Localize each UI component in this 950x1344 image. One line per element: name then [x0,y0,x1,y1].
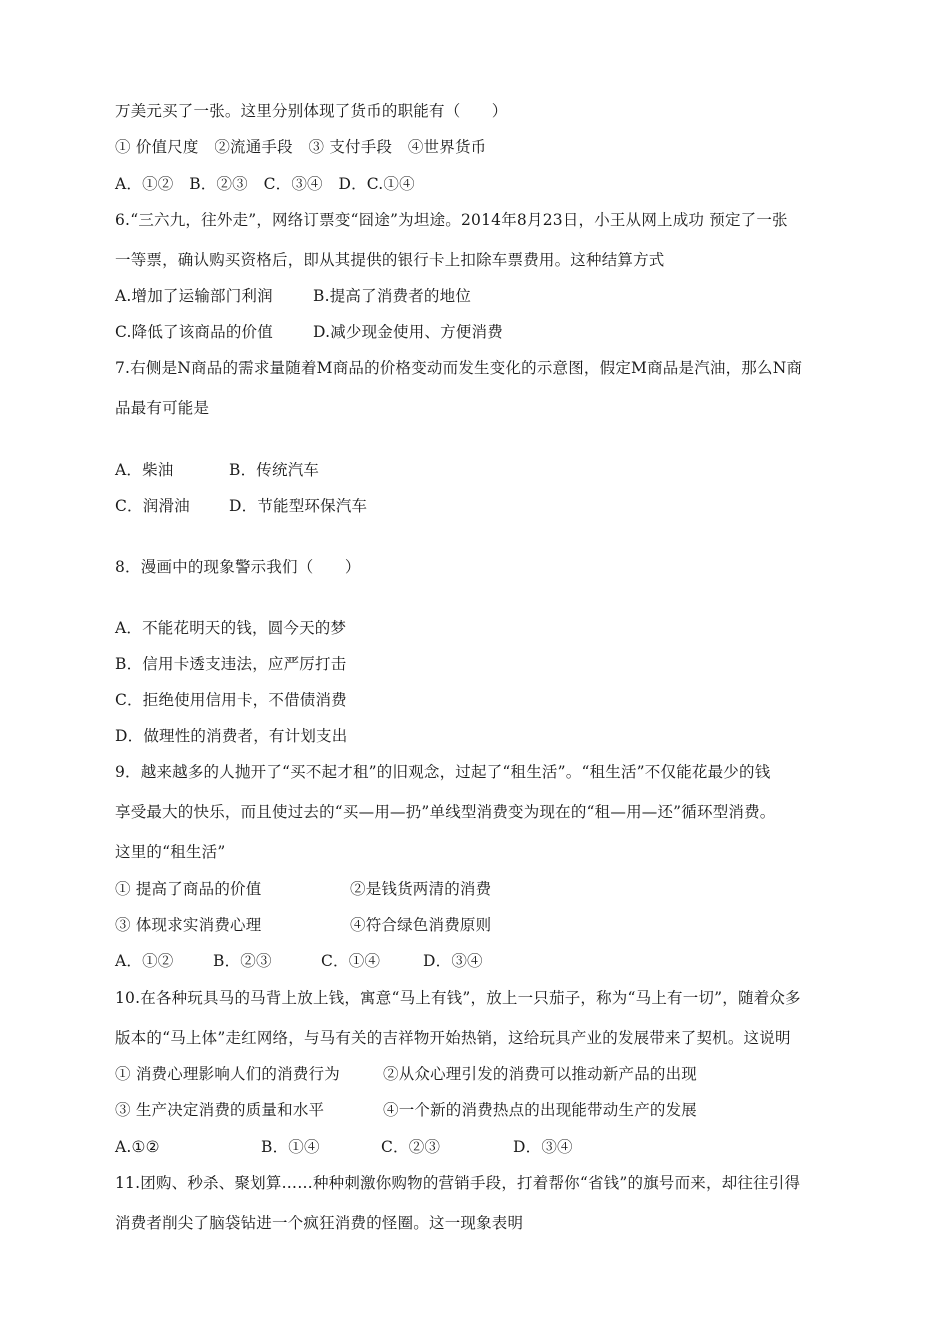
q9-option-c: C．①④ [321,952,381,970]
q9-stem-line3: 这里的“租生活” [115,843,226,861]
q9-option-d: D．③④ [423,952,483,970]
q6-option-d: D.减少现金使用、方便消费 [313,323,503,341]
q10-option-b: B．①④ [261,1138,320,1156]
q10-option-a: A.①② [115,1138,160,1156]
q10-statement-3: ③ 生产决定消费的质量和水平 [115,1101,325,1119]
q10-option-c: C．②③ [381,1138,441,1156]
q6-option-c: C.降低了该商品的价值 [115,323,273,341]
q7-option-b: B．传统汽车 [229,461,320,479]
q8-option-a: A．不能花明天的钱，圆今天的梦 [115,619,347,637]
q6-stem-line2: 一等票，确认购买资格后，即从其提供的银行卡上扣除车票费用。这种结算方式 [115,251,665,269]
q6-stem-line1: 6.“三六九，往外走”，网络订票变“囧途”为坦途。2014年8月23日，小王从网上成功 预定了一张 [115,211,788,229]
q7-option-c: C．润滑油 [115,497,190,515]
q9-stem-line1: 9．越来越多的人抛开了“买不起才租”的旧观念，过起了“租生活”。“租生活”不仅能花最少的钱 [115,763,771,781]
q8-option-c: C．拒绝使用信用卡，不借债消费 [115,691,347,709]
q11-stem-line1: 11.团购、秒杀、聚划算……种种刺激你购物的营销手段，打着帮你“省钱”的旗号而来，却往往引得 [115,1174,801,1192]
q9-statement-4: ④符合绿色消费原则 [350,916,492,934]
q5-options: A．①② B．②③ C．③④ D．C.①④ [115,175,415,193]
q10-statement-2: ②从众心理引发的消费可以推动新产品的出现 [383,1065,698,1083]
q9-option-a: A．①② [115,952,174,970]
q7-stem-line1: 7.右侧是N商品的需求量随着M商品的价格变动而发生变化的示意图，假定M商品是汽油，那么N商 [115,359,803,377]
q10-option-d: D．③④ [513,1138,573,1156]
q5-stem-end: 万美元买了一张。这里分别体现了货币的职能有（ ） [115,102,508,120]
q10-statement-1: ① 消费心理影响人们的消费行为 [115,1065,340,1083]
q10-stem-line2: 版本的“马上体”走红网络，与马有关的吉祥物开始热销，这给玩具产业的发展带来了契机。这说明 [115,1029,791,1047]
q7-stem-line2: 品最有可能是 [115,399,210,417]
q9-statement-2: ②是钱货两清的消费 [350,880,492,898]
q9-option-b: B．②③ [213,952,272,970]
q8-option-d: D．做理性的消费者，有计划支出 [115,727,348,745]
q6-option-a: A.增加了运输部门利润 [115,287,273,305]
q7-option-d: D．节能型环保汽车 [229,497,368,515]
q9-statement-1: ① 提高了商品的价值 [115,880,262,898]
q5-statements: ① 价值尺度 ②流通手段 ③ 支付手段 ④世界货币 [115,138,487,156]
q7-option-a: A．柴油 [115,461,174,479]
q10-stem-line1: 10.在各种玩具马的马背上放上钱，寓意“马上有钱”，放上一只茄子，称为“马上有一切”，随着众多 [115,989,801,1007]
q11-stem-line2: 消费者削尖了脑袋钻进一个疯狂消费的怪圈。这一现象表明 [115,1214,524,1232]
q9-stem-line2: 享受最大的快乐，而且使过去的“买—用—扔”单线型消费变为现在的“租—用—还”循环型消费。 [115,803,776,821]
q6-option-b: B.提高了消费者的地位 [313,287,472,305]
q9-statement-3: ③ 体现求实消费心理 [115,916,262,934]
q8-stem: 8．漫画中的现象警示我们（ ） [115,558,361,576]
q8-option-b: B．信用卡透支违法，应严厉打击 [115,655,347,673]
q10-statement-4: ④一个新的消费热点的出现能带动生产的发展 [383,1101,698,1119]
